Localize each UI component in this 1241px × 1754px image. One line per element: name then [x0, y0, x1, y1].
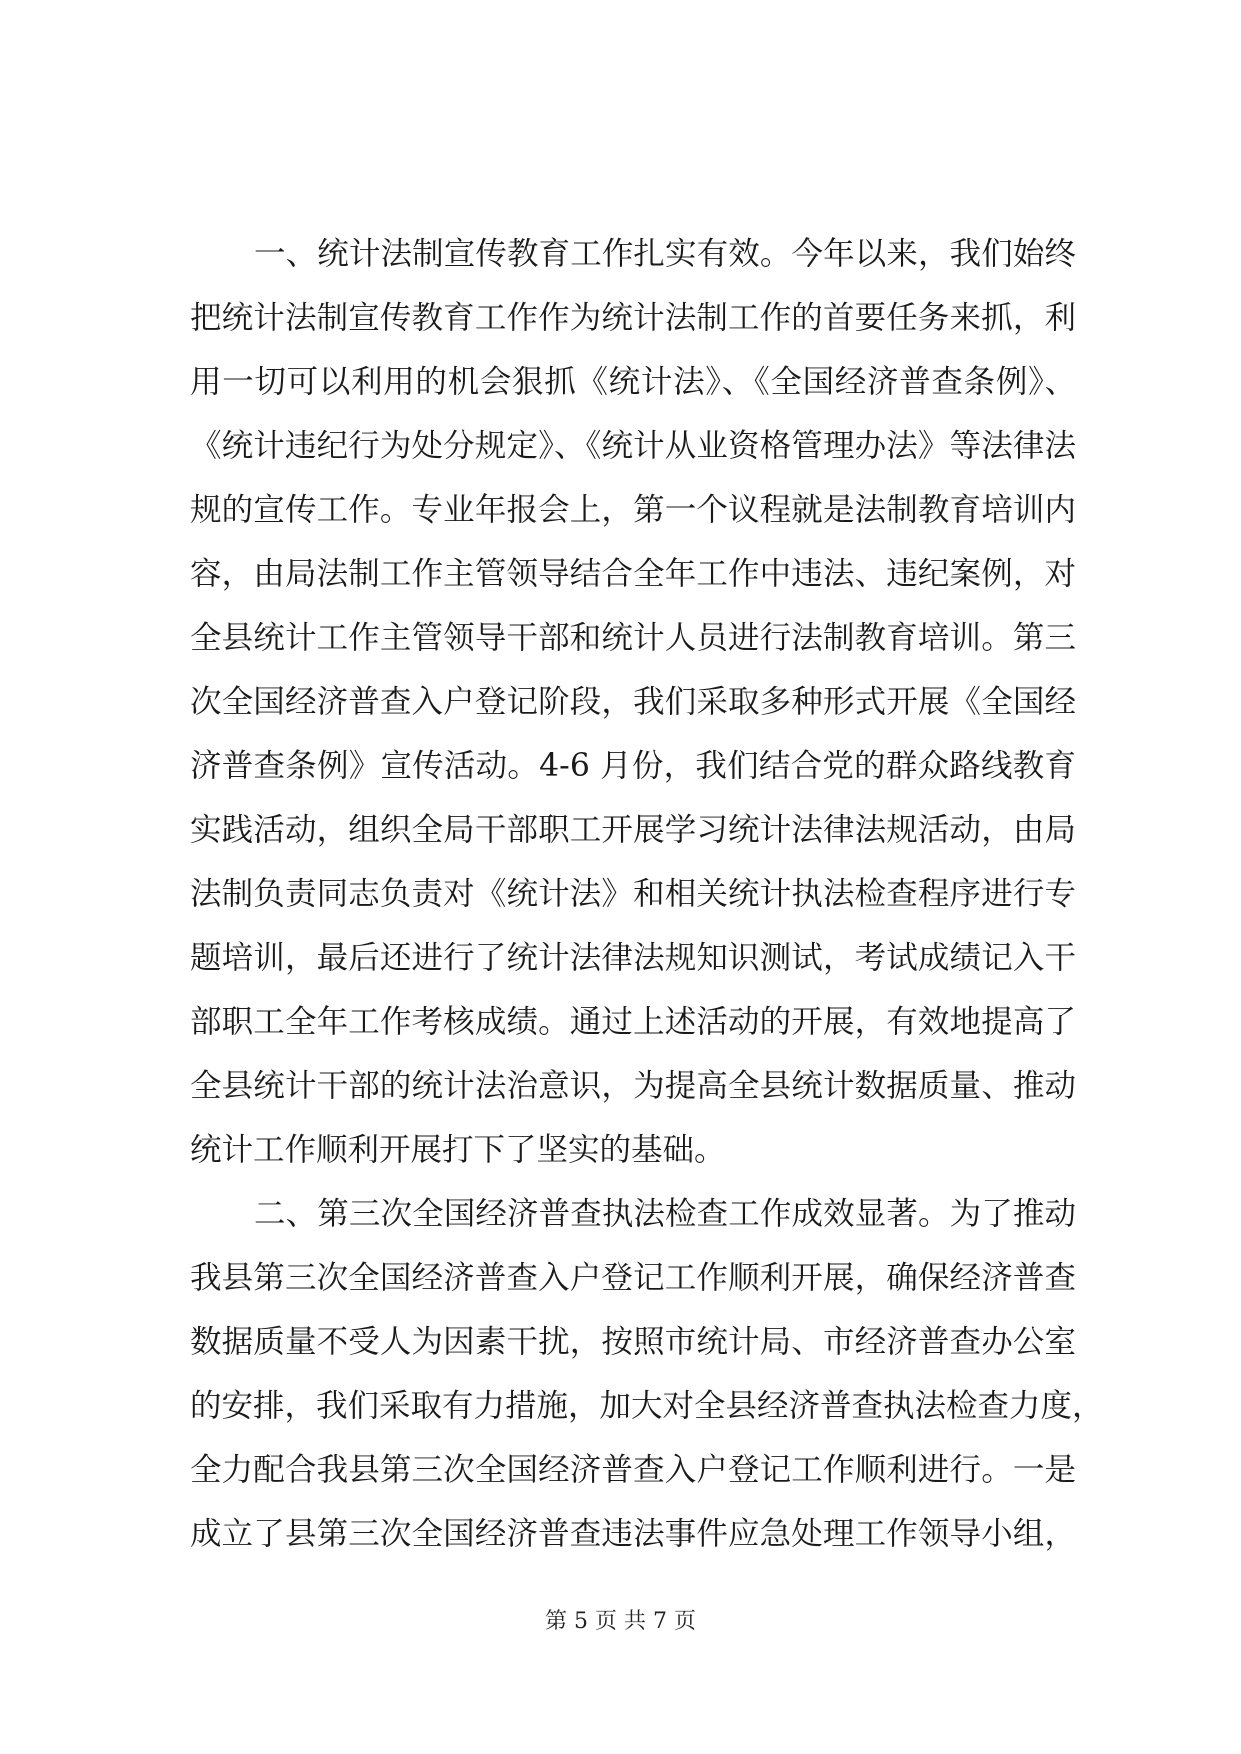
page-number-footer: 第 5 页 共 7 页 — [545, 1609, 696, 1634]
paragraph-1-line-6: 容，由局法制工作主管领导结合全年工作中违法、违纪案例，对 — [190, 556, 1076, 592]
paragraph-1-line-10: 实践活动，组织全局干部职工开展学习统计法律法规活动，由局 — [190, 812, 1076, 848]
paragraph-1-line-11: 法制负责同志负责对《统计法》和相关统计执法检查程序进行专 — [190, 876, 1076, 912]
paragraph-2-line-6: 成立了县第三次全国经济普查违法事件应急处理工作领导小组， — [190, 1516, 1076, 1552]
paragraph-1-line-9: 济普查条例》宣传活动。4-6 月份，我们结合党的群众路线教育 — [190, 748, 1076, 784]
paragraph-1-line-15: 统计工作顺利开展打下了坚实的基础。 — [190, 1132, 726, 1168]
paragraph-1-line-5: 规的宣传工作。专业年报会上，第一个议程就是法制教育培训内 — [190, 492, 1076, 528]
paragraph-1-line-13: 部职工全年工作考核成绩。通过上述活动的开展，有效地提高了 — [190, 1004, 1076, 1040]
paragraph-2-line-4: 的安排，我们采取有力措施，加大对全县经济普查执法检查力度， — [190, 1388, 1104, 1424]
paragraph-2-line-1: 二、第三次全国经济普查执法检查工作成效显著。为了推动 — [254, 1196, 1076, 1232]
paragraph-1-line-8: 次全国经济普查入户登记阶段，我们采取多种形式开展《全国经 — [190, 684, 1076, 720]
paragraph-1-line-12: 题培训，最后还进行了统计法律法规知识测试，考试成绩记入干 — [190, 940, 1076, 976]
paragraph-1-line-7: 全县统计工作主管领导干部和统计人员进行法制教育培训。第三 — [190, 620, 1076, 656]
paragraph-1-line-1: 一、统计法制宣传教育工作扎实有效。今年以来，我们始终 — [254, 236, 1076, 272]
paragraph-1-line-14: 全县统计干部的统计法治意识，为提高全县统计数据质量、推动 — [190, 1068, 1076, 1104]
paragraph-1-line-3: 用一切可以利用的机会狠抓《统计法》、《全国经济普查条例》、 — [190, 364, 1076, 400]
paragraph-2-line-5: 全力配合我县第三次全国经济普查入户登记工作顺利进行。一是 — [190, 1452, 1076, 1488]
paragraph-2-line-2: 我县第三次全国经济普查入户登记工作顺利开展，确保经济普查 — [190, 1260, 1076, 1296]
paragraph-2-line-3: 数据质量不受人为因素干扰，按照市统计局、市经济普查办公室 — [190, 1324, 1076, 1360]
paragraph-1-line-2: 把统计法制宣传教育工作作为统计法制工作的首要任务来抓，利 — [190, 300, 1076, 336]
paragraph-1-line-4: 《统计违纪行为处分规定》、《统计从业资格管理办法》等法律法 — [190, 428, 1076, 464]
